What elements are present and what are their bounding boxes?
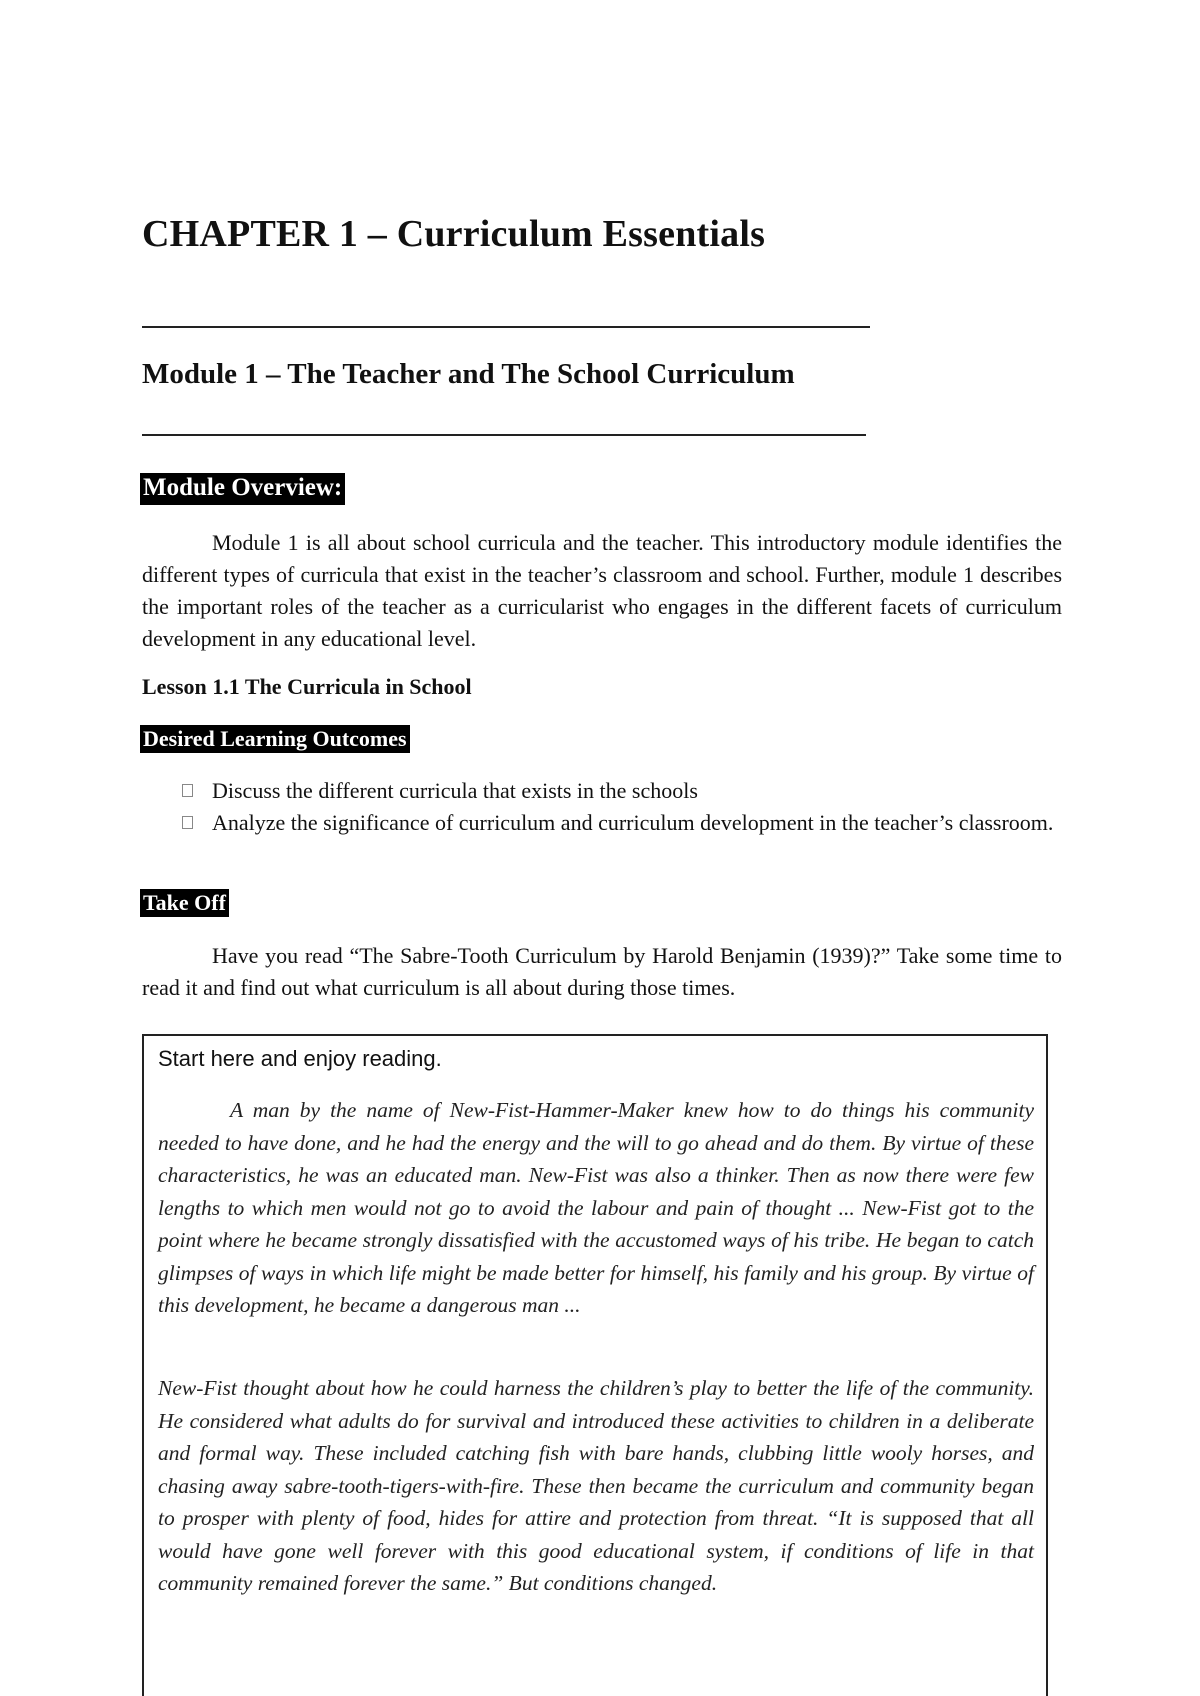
- lesson-title: Lesson 1.1 The Curricula in School: [142, 674, 472, 699]
- learning-outcomes-list: [178, 775, 1064, 839]
- list-item-text: Analyze the significance of curriculum and curriculum development in the teacher’s classroom.: [212, 810, 1054, 835]
- reading-intro: Start here and enjoy reading.: [158, 1046, 442, 1071]
- story-paragraph: New-Fist thought about how he could harness the children’s play to better the life of the community. He considered what adults do for survival and introduced these activities to children in a deliberate and formal way. These included catching fish with bare hands, clubbing little wooly horses, and chasing away sabre-tooth-tigers-with-fire. These then became the curriculum and community began to prosper with plenty of food, hides for attire and protection from threat. “It is supposed that all would have gone well forever with this good educational system, if conditions of life in that community remained forever the same.” But conditions changed.: [158, 1376, 1034, 1595]
- module-overview-text: Module 1 is all about school curricula and the teacher. This introductory module identifies the different types of curricula that exist in the teacher’s classroom and school. Further, module 1 describes the important roles of the teacher as a curricularist who engages in the different facets of curriculum development in any educational level.: [142, 530, 1062, 651]
- list-item-text: Discuss the different curricula that exists in the schools: [212, 778, 698, 803]
- module-overview-label: Module Overview:: [140, 473, 345, 505]
- reading-box: [142, 1034, 1048, 1696]
- learning-outcomes-label: Desired Learning Outcomes: [140, 725, 410, 753]
- divider-line: [142, 434, 866, 436]
- checkbox-bullet-icon: [182, 784, 193, 797]
- story-paragraph: A man by the name of New-Fist-Hammer-Maker knew how to do things his community needed to have done, and he had the energy and the will to go ahead and do them. By virtue of these characteristics, he was an educated man. New-Fist was also a thinker. Then as now there were few lengths to which men would not go to avoid the labour and pain of thought ... New-Fist got to the point where he became strongly dissatisfied with the accustomed ways of his tribe. He began to catch glimpses of ways in which life might be made better for himself, his family and his group. By virtue of this development, he became a dangerous man ...: [158, 1098, 1034, 1317]
- list-item: [178, 775, 1064, 807]
- take-off-label: Take Off: [140, 889, 229, 917]
- list-item: [178, 807, 1064, 839]
- chapter-title: CHAPTER 1 – Curriculum Essentials: [142, 213, 766, 255]
- take-off-text: Have you read “The Sabre-Tooth Curriculum by Harold Benjamin (1939)?” Take some time to read it and find out what curriculum is all about during those times.: [142, 943, 1062, 1000]
- checkbox-bullet-icon: [182, 816, 193, 829]
- module-title: Module 1 – The Teacher and The School Curriculum: [142, 358, 795, 390]
- divider-line: [142, 326, 870, 328]
